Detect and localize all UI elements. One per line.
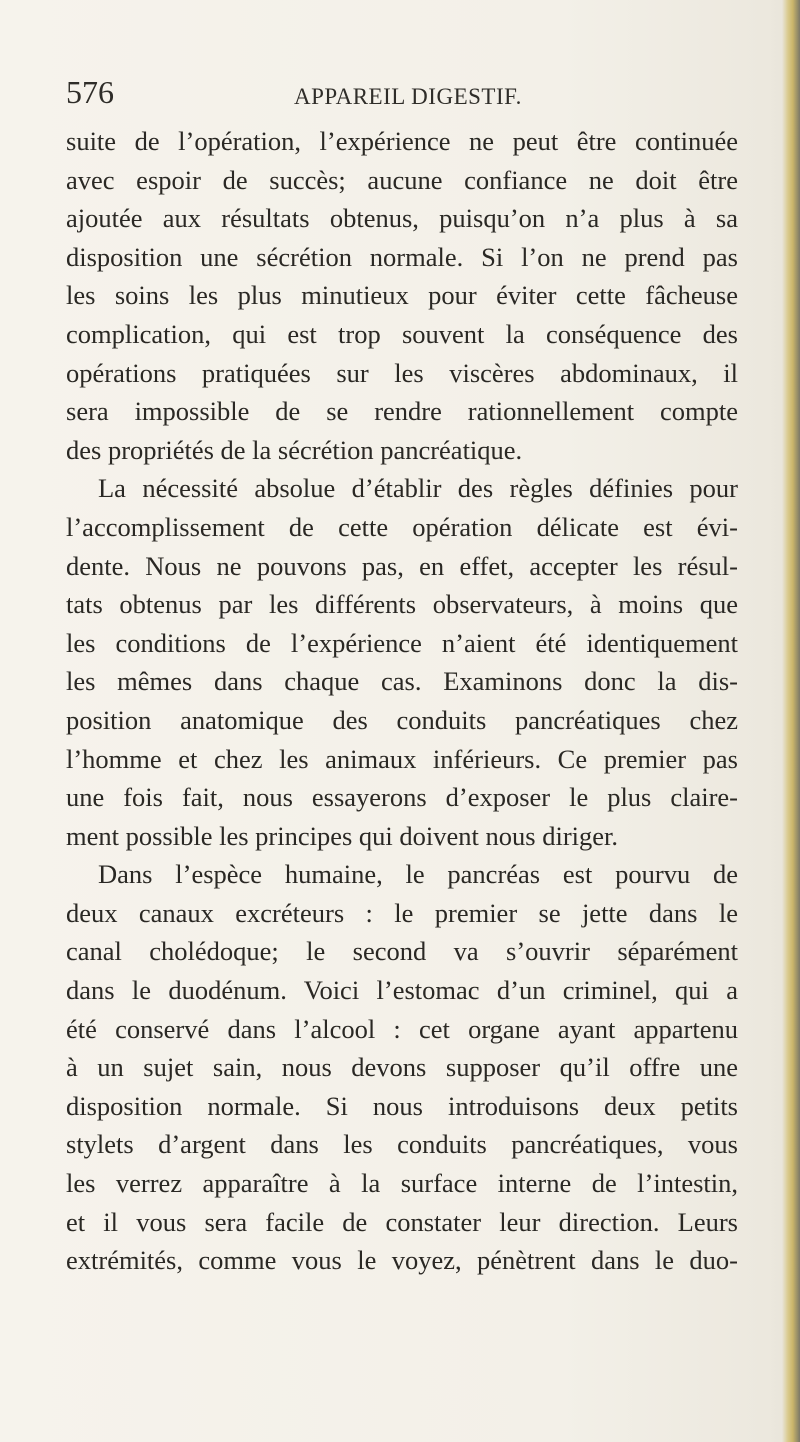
page-number: 576	[66, 74, 114, 110]
text-line: opérations pratiquées sur les viscères abdominaux, il	[66, 357, 738, 388]
text-line: l’homme et chez les animaux inférieurs. Ce premier pas	[66, 743, 738, 774]
text-line: La nécessité absolue d’établir des règles définies pour	[98, 473, 738, 504]
text-line: les mêmes dans chaque cas. Examinons donc la dis-	[66, 666, 738, 697]
text-line: une fois fait, nous essayerons d’exposer le plus claire-	[66, 782, 738, 813]
text-line: les conditions de l’expérience n’aient été identiquement	[66, 627, 738, 658]
body-text	[66, 122, 738, 1280]
text-line: à un sujet sain, nous devons supposer qu’il offre une	[66, 1052, 738, 1083]
text-line: extrémités, comme vous le voyez, pénètrent dans le duo-	[66, 1245, 738, 1276]
text-line: avec espoir de succès; aucune confiance ne doit être	[66, 164, 738, 195]
text-line: l’accomplissement de cette opération délicate est évi-	[66, 511, 738, 542]
text-line: des propriétés de la sécrétion pancréatique.	[66, 434, 523, 465]
text-line: suite de l’opération, l’expérience ne peut être continuée	[66, 126, 738, 156]
text-line: position anatomique des conduits pancréatiques chez	[66, 704, 738, 735]
text-line: canal cholédoque; le second va s’ouvrir séparément	[66, 936, 738, 967]
text-line: Dans l’espèce humaine, le pancréas est pourvu de	[98, 859, 738, 890]
text-line: disposition une sécrétion normale. Si l’on ne prend pas	[66, 241, 738, 272]
text-line: été conservé dans l’alcool : cet organe ayant appartenu	[66, 1013, 738, 1044]
text-line: et il vous sera facile de constater leur direction. Leurs	[66, 1206, 738, 1237]
page-edge	[782, 0, 800, 1442]
text-line: les verrez apparaître à la surface interne de l’intestin,	[66, 1168, 738, 1199]
text-line: disposition normale. Si nous introduisons deux petits	[66, 1090, 738, 1121]
text-line: ajoutée aux résultats obtenus, puisqu’on n’a plus à sa	[66, 203, 738, 234]
running-title: APPAREIL DIGESTIF.	[294, 84, 522, 109]
text-line: deux canaux excréteurs : le premier se jette dans le	[66, 897, 738, 928]
text-line: tats obtenus par les différents observateurs, à moins que	[66, 589, 738, 620]
text-line: dans le duodénum. Voici l’estomac d’un criminel, qui a	[66, 975, 738, 1006]
text-line: sera impossible de se rendre rationnellement compte	[66, 396, 738, 427]
text-line: ment possible les principes qui doivent nous diriger.	[66, 820, 619, 851]
page-header	[66, 74, 726, 114]
text-line: stylets d’argent dans les conduits pancréatiques, vous	[66, 1129, 738, 1160]
text-line: les soins les plus minutieux pour éviter cette fâcheuse	[66, 280, 738, 311]
text-line: dente. Nous ne pouvons pas, en effet, accepter les résul-	[66, 550, 738, 581]
text-line: complication, qui est trop souvent la conséquence des	[66, 318, 738, 349]
